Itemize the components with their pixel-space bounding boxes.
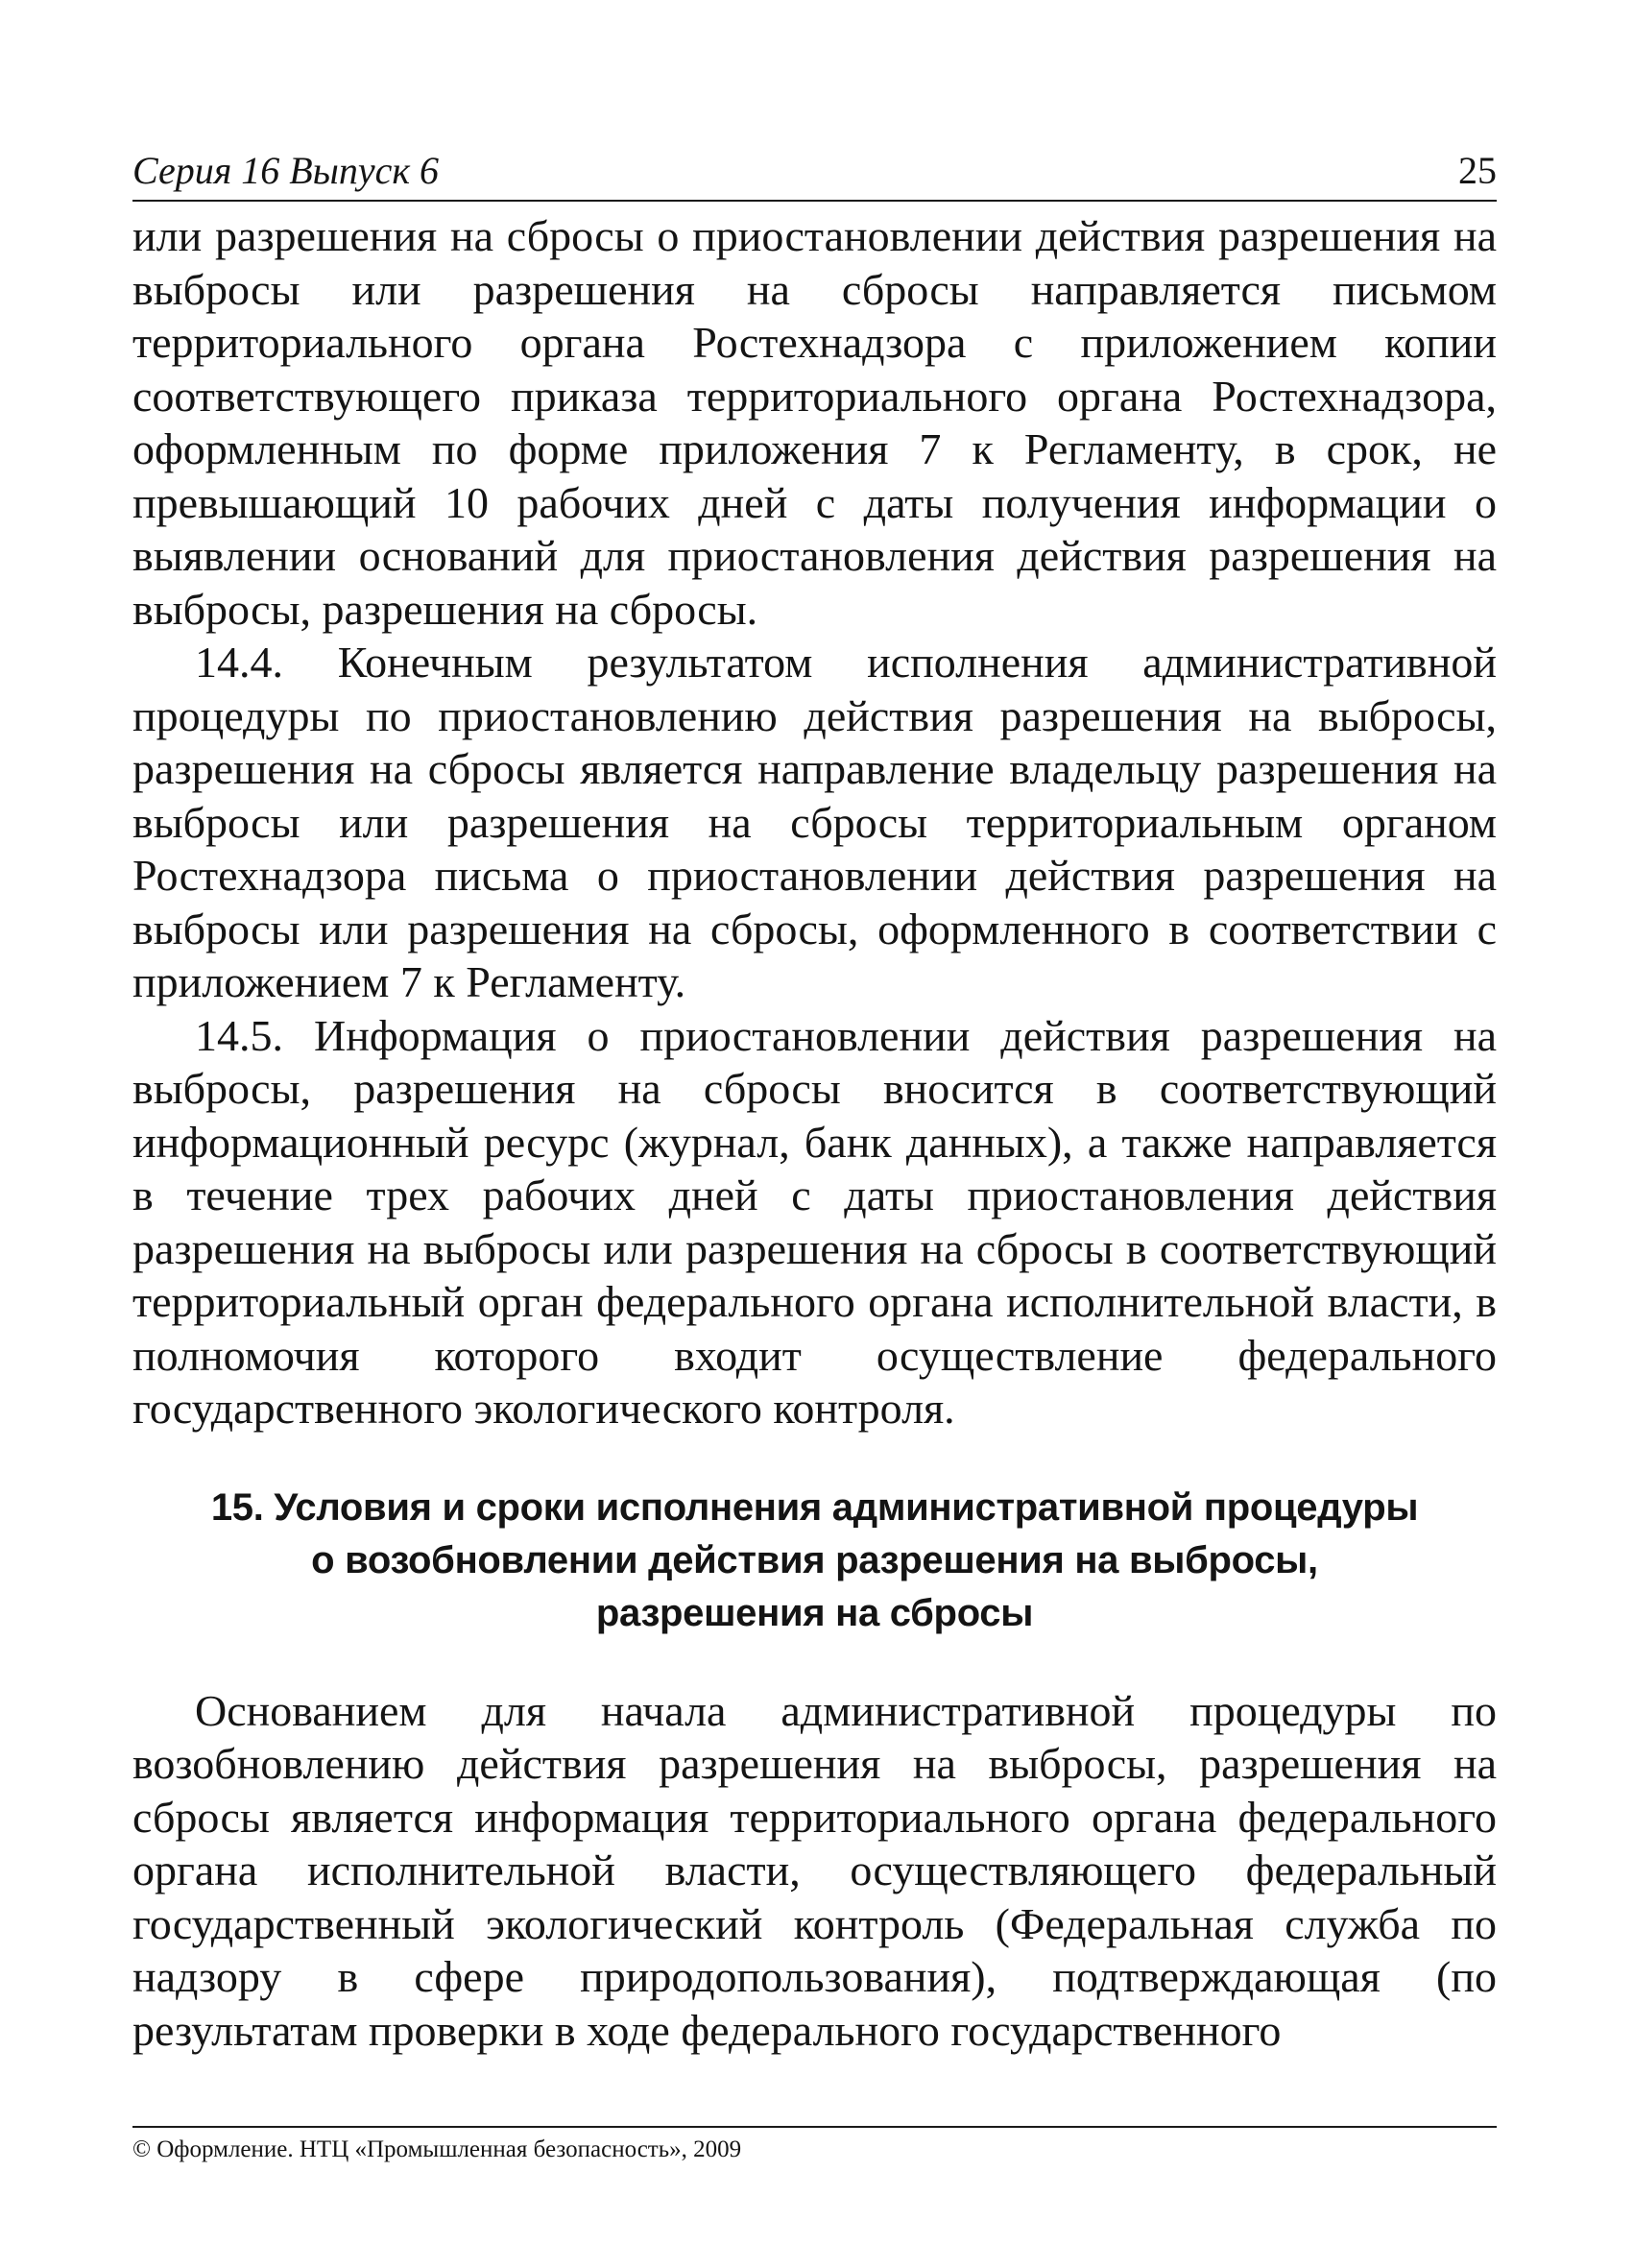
paragraph-section-15-intro: Основанием для начала административной процедуры по возобновлению действия разрешения на выбросы, разрешения на сбросы является информация территориального органа федерального органа исполнительной власти, осуществляющего федеральный государственный экологический контроль (Федеральная служба по надзору в сфере природопользования), подтверждающая (по результатам проверки в ходе федерального государственного [132,1685,1497,2055]
section-15-heading: 15. Условия и сроки исполнения административной процедуры о возобновлении действия разрешения на выбросы, разрешения на сбросы [210,1485,1419,1634]
page-number: 25 [1458,149,1497,192]
main-text [132,209,1497,2057]
series-label: Серия 16 Выпуск 6 [132,149,440,192]
paragraph-14-4: 14.4. Конечным результатом исполнения административной процедуры по приостановлению действия разрешения на выбросы, разрешения на сбросы является направление владельцу разрешения на выбросы или разрешения на сбросы территориальным органом Ростехнадзора письма о приостановлении действия разрешения на выбросы или разрешения на сбросы, оформленного в соответствии с приложением 7 к Регламенту. [132,638,1497,1006]
paragraph-continued: или разрешения на сбросы о приостановлении действия разрешения на выбросы или разрешения на сбросы направляется письмом территориального органа Ростехнадзора с приложением копии соответствующего приказа территориального органа Ростехнадзора, оформленным по форме приложения 7 к Регламенту, в срок, не превышающий 10 рабочих дней с даты получения информации о выявлении оснований для приостановления действия разрешения на выбросы, разрешения на сбросы. [132,211,1497,634]
running-header [132,146,1497,202]
footer-copyright: © Оформление. НТЦ «Промышленная безопасность», 2009 [132,2126,1497,2166]
paragraph-14-5: 14.5. Информация о приостановлении действия разрешения на выбросы, разрешения на сбросы вносится в соответствующий информационный ресурс (журнал, банк данных), а также направляется в течение трех рабочих дней с даты приостановления действия разрешения на выбросы или разрешения на сбросы в соответствующий территориальный орган федерального органа исполнительной власти, в полномочия которого входит осуществление федерального государственного экологического контроля. [132,1010,1497,1433]
